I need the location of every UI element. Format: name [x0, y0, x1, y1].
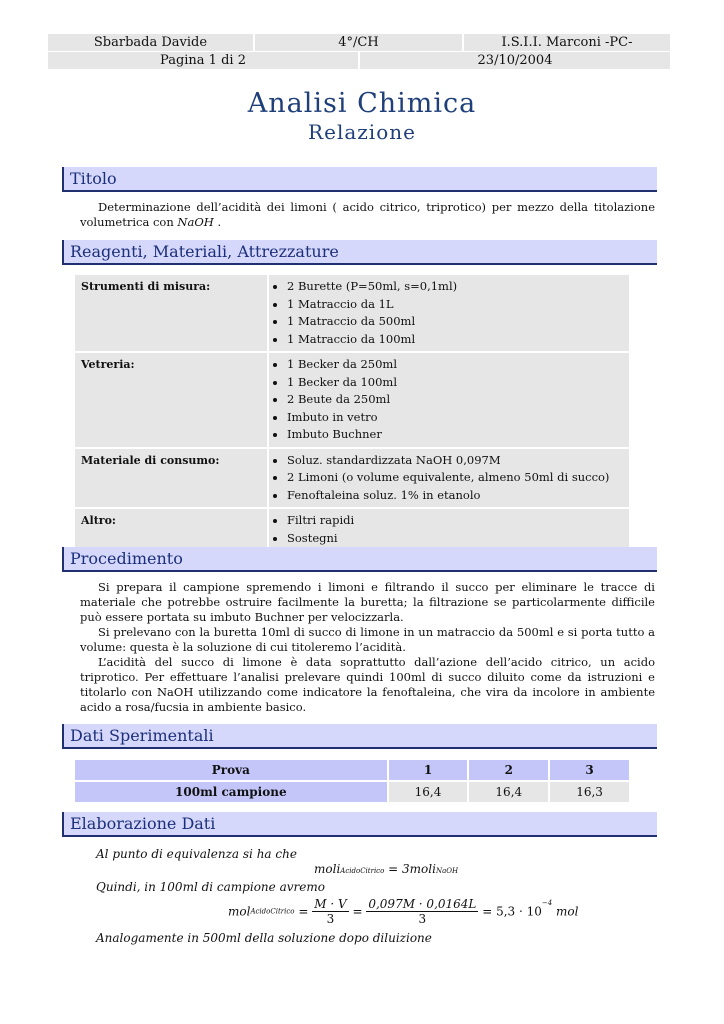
- dati-header: 3: [550, 760, 629, 780]
- dati-value: 16,4: [389, 782, 468, 802]
- header-row-2: [48, 52, 670, 69]
- header-school: I.S.I.I. Marconi -PC-: [501, 35, 633, 50]
- eq2-result: = 5,3 · 10: [482, 904, 542, 919]
- titolo-text: [80, 200, 655, 230]
- dati-value: 16,3: [550, 782, 629, 802]
- titolo-naoh: NaOH: [177, 215, 214, 229]
- eq2-den1: 3: [326, 912, 335, 926]
- materials-item: • 1 Matraccio da 100ml: [287, 331, 623, 349]
- section-procedimento-label: Procedimento: [70, 549, 183, 568]
- materials-item: • 1 Becker da 100ml: [287, 374, 623, 392]
- elaborazione-line-1: Al punto di equivalenza si ha che: [96, 847, 297, 861]
- eq1-left-sub: AcidoCitrico: [340, 867, 385, 875]
- page-subtitle: Relazione: [308, 120, 416, 144]
- materials-row-strumenti: [75, 275, 629, 351]
- procedimento-paragraph: Si prelevano con la buretta 10ml di succo di limone in un matraccio da 500ml e si porta tutto a volume: questa è la soluzione di cui titoleremo l’acidità.: [80, 625, 655, 654]
- materials-item: • 2 Beute da 250ml: [287, 391, 623, 409]
- eq1-right-sub: NaOH: [435, 867, 459, 875]
- section-elaborazione: [62, 812, 657, 837]
- section-titolo-label: Titolo: [70, 169, 117, 188]
- eq2-left-sub: AcidoCitrico: [250, 907, 295, 916]
- dati-header-row: [75, 760, 629, 780]
- page-title: Analisi Chimica: [247, 88, 477, 119]
- eq2-left: mol: [228, 904, 251, 919]
- eq2-fraction-2: [366, 897, 478, 926]
- elaborazione-line-3: Analogamente in 500ml della soluzione dopo diluizione: [96, 931, 432, 945]
- eq2-num1: M · V: [314, 897, 347, 911]
- dati-header: Prova: [75, 760, 387, 780]
- header-author: Sbarbada Davide: [93, 35, 208, 50]
- section-elaborazione-label: Elaborazione Dati: [70, 814, 216, 833]
- materials-row-altro: [75, 509, 629, 550]
- header-date: 23/10/2004: [477, 53, 553, 68]
- materials-item: • Filtri rapidi: [287, 512, 623, 530]
- materials-label: Strumenti di misura:: [75, 275, 267, 351]
- materials-table: [73, 273, 631, 552]
- equation-1: [314, 862, 458, 876]
- header-class: 4°/CH: [338, 35, 379, 50]
- materials-item: • 2 Limoni (o volume equivalente, almeno 50ml di succo): [287, 469, 623, 487]
- equation-2: molAcidoCitrico = $\frac{M \cdot V}{3}$ = $\frac{0,097M \cdot 0,0164L}{3}$ = $5,3 \cdot 10^{-4}$ mol: [228, 897, 579, 926]
- section-dati: [62, 724, 657, 749]
- materials-row-consumo: [75, 449, 629, 508]
- eq1-left: moli: [314, 862, 341, 876]
- elaborazione-line-2: Quindi, in 100ml di campione avremo: [96, 880, 325, 894]
- dati-value: 16,4: [469, 782, 548, 802]
- procedimento-paragraph: Si prepara il campione spremendo i limoni e filtrando il succo per eliminare le tracce di materiale che potrebbe ostruire facilmente la buretta; la filtrazione se particolarmente difficile può essere portata su imbuto Buchner per velocizzarla.: [80, 580, 655, 624]
- eq2-den2: 3: [418, 912, 427, 926]
- dati-header: 1: [389, 760, 468, 780]
- procedimento-text: [80, 580, 655, 715]
- titolo-end: .: [217, 215, 222, 229]
- section-dati-label: Dati Sperimentali: [70, 726, 214, 745]
- header-row-1: [48, 34, 670, 51]
- eq2-unit: mol: [556, 904, 579, 919]
- materials-item: • Imbuto Buchner: [287, 426, 623, 444]
- section-reagenti-label: Reagenti, Materiali, Attrezzature: [70, 242, 339, 261]
- materials-item: • 1 Matraccio da 500ml: [287, 313, 623, 331]
- section-procedimento: [62, 547, 657, 572]
- eq2-fraction-1: [312, 897, 348, 926]
- materials-item: • 1 Becker da 250ml: [287, 356, 623, 374]
- materials-item: • Imbuto in vetro: [287, 409, 623, 427]
- dati-row-label: 100ml campione: [75, 782, 387, 802]
- eq1-right: = 3moli: [388, 862, 436, 876]
- section-titolo: [62, 167, 657, 192]
- titolo-text-body: Determinazione dell’acidità dei limoni ( acido citrico, triprotico) per mezzo della titolazione volumetrica con: [80, 200, 655, 229]
- eq2-exp: −4: [541, 899, 553, 907]
- materials-label: Materiale di consumo:: [75, 449, 267, 508]
- materials-item: • 1 Matraccio da 1L: [287, 296, 623, 314]
- materials-item: • Soluz. standardizzata NaOH 0,097M: [287, 452, 623, 470]
- dati-header: 2: [469, 760, 548, 780]
- materials-item: • Fenoftaleina soluz. 1% in etanolo: [287, 487, 623, 505]
- header-page: Pagina 1 di 2: [160, 53, 246, 68]
- materials-label: Vetreria:: [75, 353, 267, 447]
- procedimento-paragraph: L’acidità del succo di limone è data soprattutto dall’azione dell’acido citrico, un acido triprotico. Per effettuare l’analisi prelevare quindi 100ml di succo diluito come da istruzioni e titolarlo con NaOH utilizzando come indicatore la fenoftaleina, che vira da incolore in ambiente acido a rosa/fucsia in ambiente basico.: [80, 655, 655, 714]
- eq2-num2: 0,097M · 0,0164L: [368, 897, 477, 911]
- materials-label: Altro:: [75, 509, 267, 550]
- materials-row-vetreria: [75, 353, 629, 447]
- materials-item: • Sostegni: [287, 530, 623, 548]
- section-reagenti: [62, 240, 657, 265]
- materials-item: • 2 Burette (P=50ml, s=0,1ml): [287, 278, 623, 296]
- dati-row: [75, 782, 629, 802]
- dati-table: [73, 758, 631, 804]
